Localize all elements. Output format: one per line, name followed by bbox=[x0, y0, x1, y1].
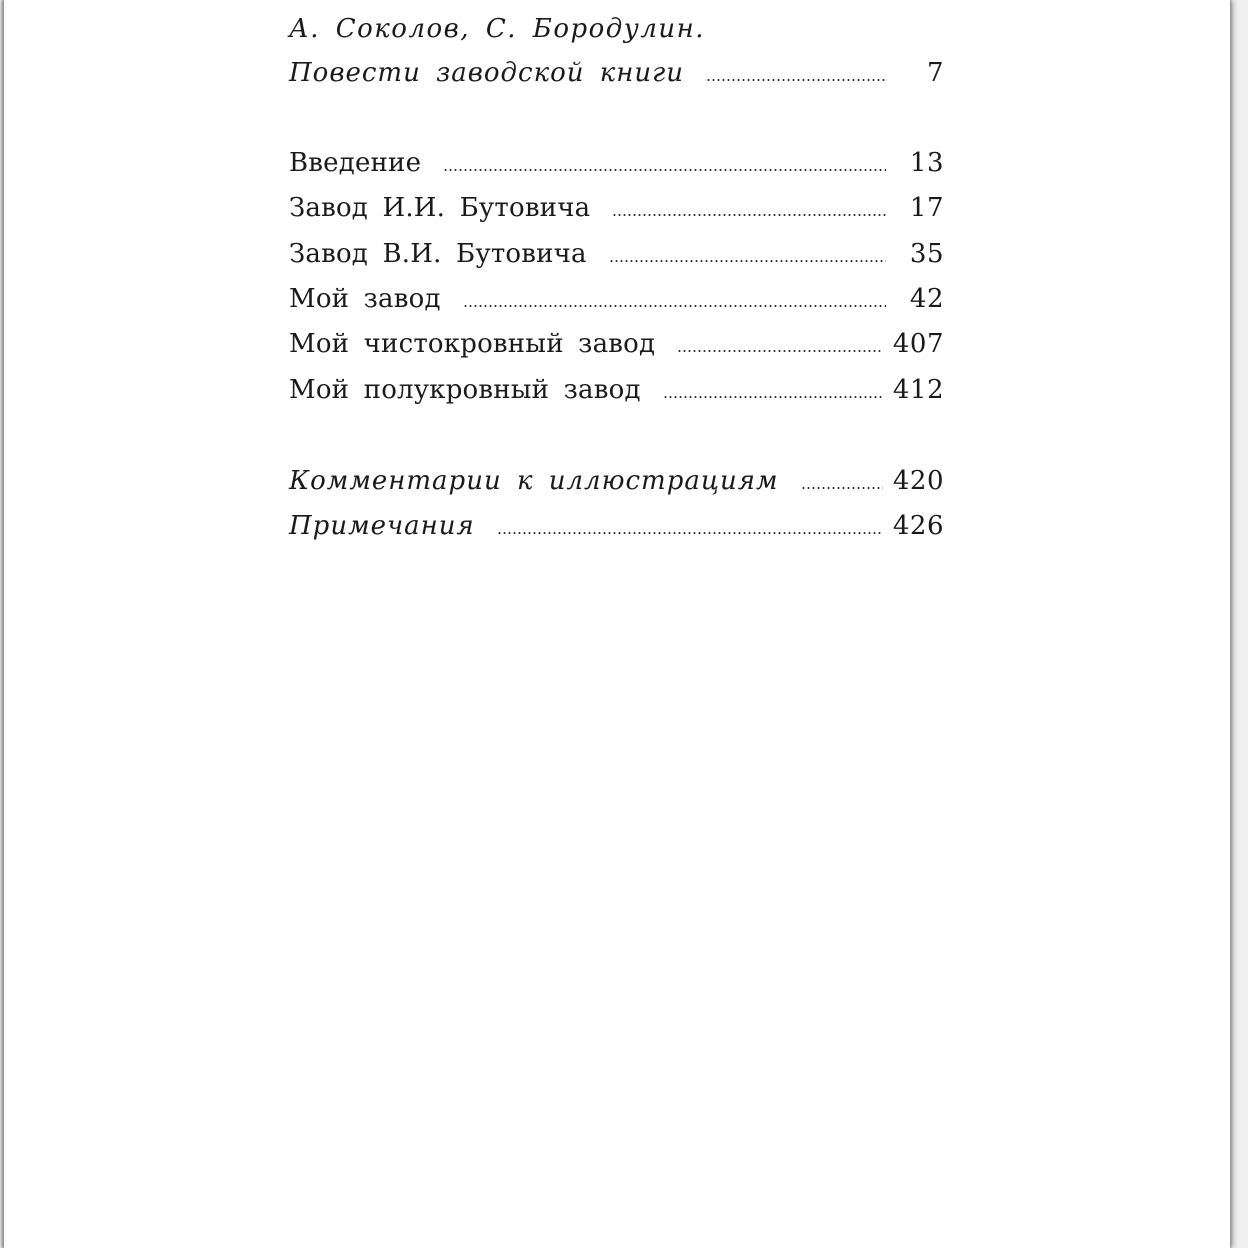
toc-entry-halfbred-stud[interactable] bbox=[289, 373, 944, 407]
toc-entry-preface[interactable] bbox=[289, 56, 944, 90]
authors-line: А. Соколов, С. Бородулин. bbox=[289, 14, 706, 44]
toc-entry-ii-butovich-stud[interactable] bbox=[289, 191, 944, 225]
toc-entry-title: Введение bbox=[289, 148, 422, 178]
toc-entry-vi-butovich-stud[interactable] bbox=[289, 237, 944, 271]
toc-entry-title: Мой полукровный завод bbox=[289, 375, 641, 405]
dot-leader bbox=[801, 464, 883, 498]
dot-leader bbox=[609, 237, 886, 271]
toc-entry-title: Завод В.И. Бутовича bbox=[289, 239, 587, 269]
toc-entry-page: 13 bbox=[909, 148, 944, 178]
toc-entry-title: Комментарии к иллюстрациям bbox=[289, 466, 779, 496]
page-sheet bbox=[3, 0, 1231, 1248]
toc-entry-title: Мой чистокровный завод bbox=[289, 329, 656, 359]
toc-entry-page: 412 bbox=[892, 375, 944, 405]
toc-entry-page: 420 bbox=[892, 466, 944, 496]
dot-leader bbox=[663, 373, 883, 407]
dot-leader bbox=[463, 282, 886, 316]
dot-leader bbox=[497, 509, 883, 543]
toc-entry-title: Примечания bbox=[289, 511, 475, 541]
dot-leader bbox=[706, 56, 886, 90]
toc-entry-page: 17 bbox=[909, 193, 944, 223]
toc-entry-my-stud[interactable] bbox=[289, 282, 944, 316]
toc-entry-introduction[interactable] bbox=[289, 146, 944, 180]
toc-entry-illustration-comments[interactable] bbox=[289, 464, 944, 498]
toc-entry-thoroughbred-stud[interactable] bbox=[289, 327, 944, 361]
toc-entry-page: 7 bbox=[926, 58, 944, 88]
toc-entry-title: Завод И.И. Бутовича bbox=[289, 193, 591, 223]
dot-leader bbox=[677, 327, 883, 361]
toc-entry-title: Мой завод bbox=[289, 284, 441, 314]
toc-entry-notes[interactable] bbox=[289, 509, 944, 543]
toc-entry-page: 407 bbox=[892, 329, 944, 359]
dot-leader bbox=[443, 146, 886, 180]
toc-entry-page: 42 bbox=[909, 284, 944, 314]
toc-entry-page: 35 bbox=[909, 239, 944, 269]
toc-entry-page: 426 bbox=[892, 511, 944, 541]
toc-entry-title: Повести заводской книги bbox=[289, 58, 685, 88]
dot-leader bbox=[612, 191, 886, 225]
